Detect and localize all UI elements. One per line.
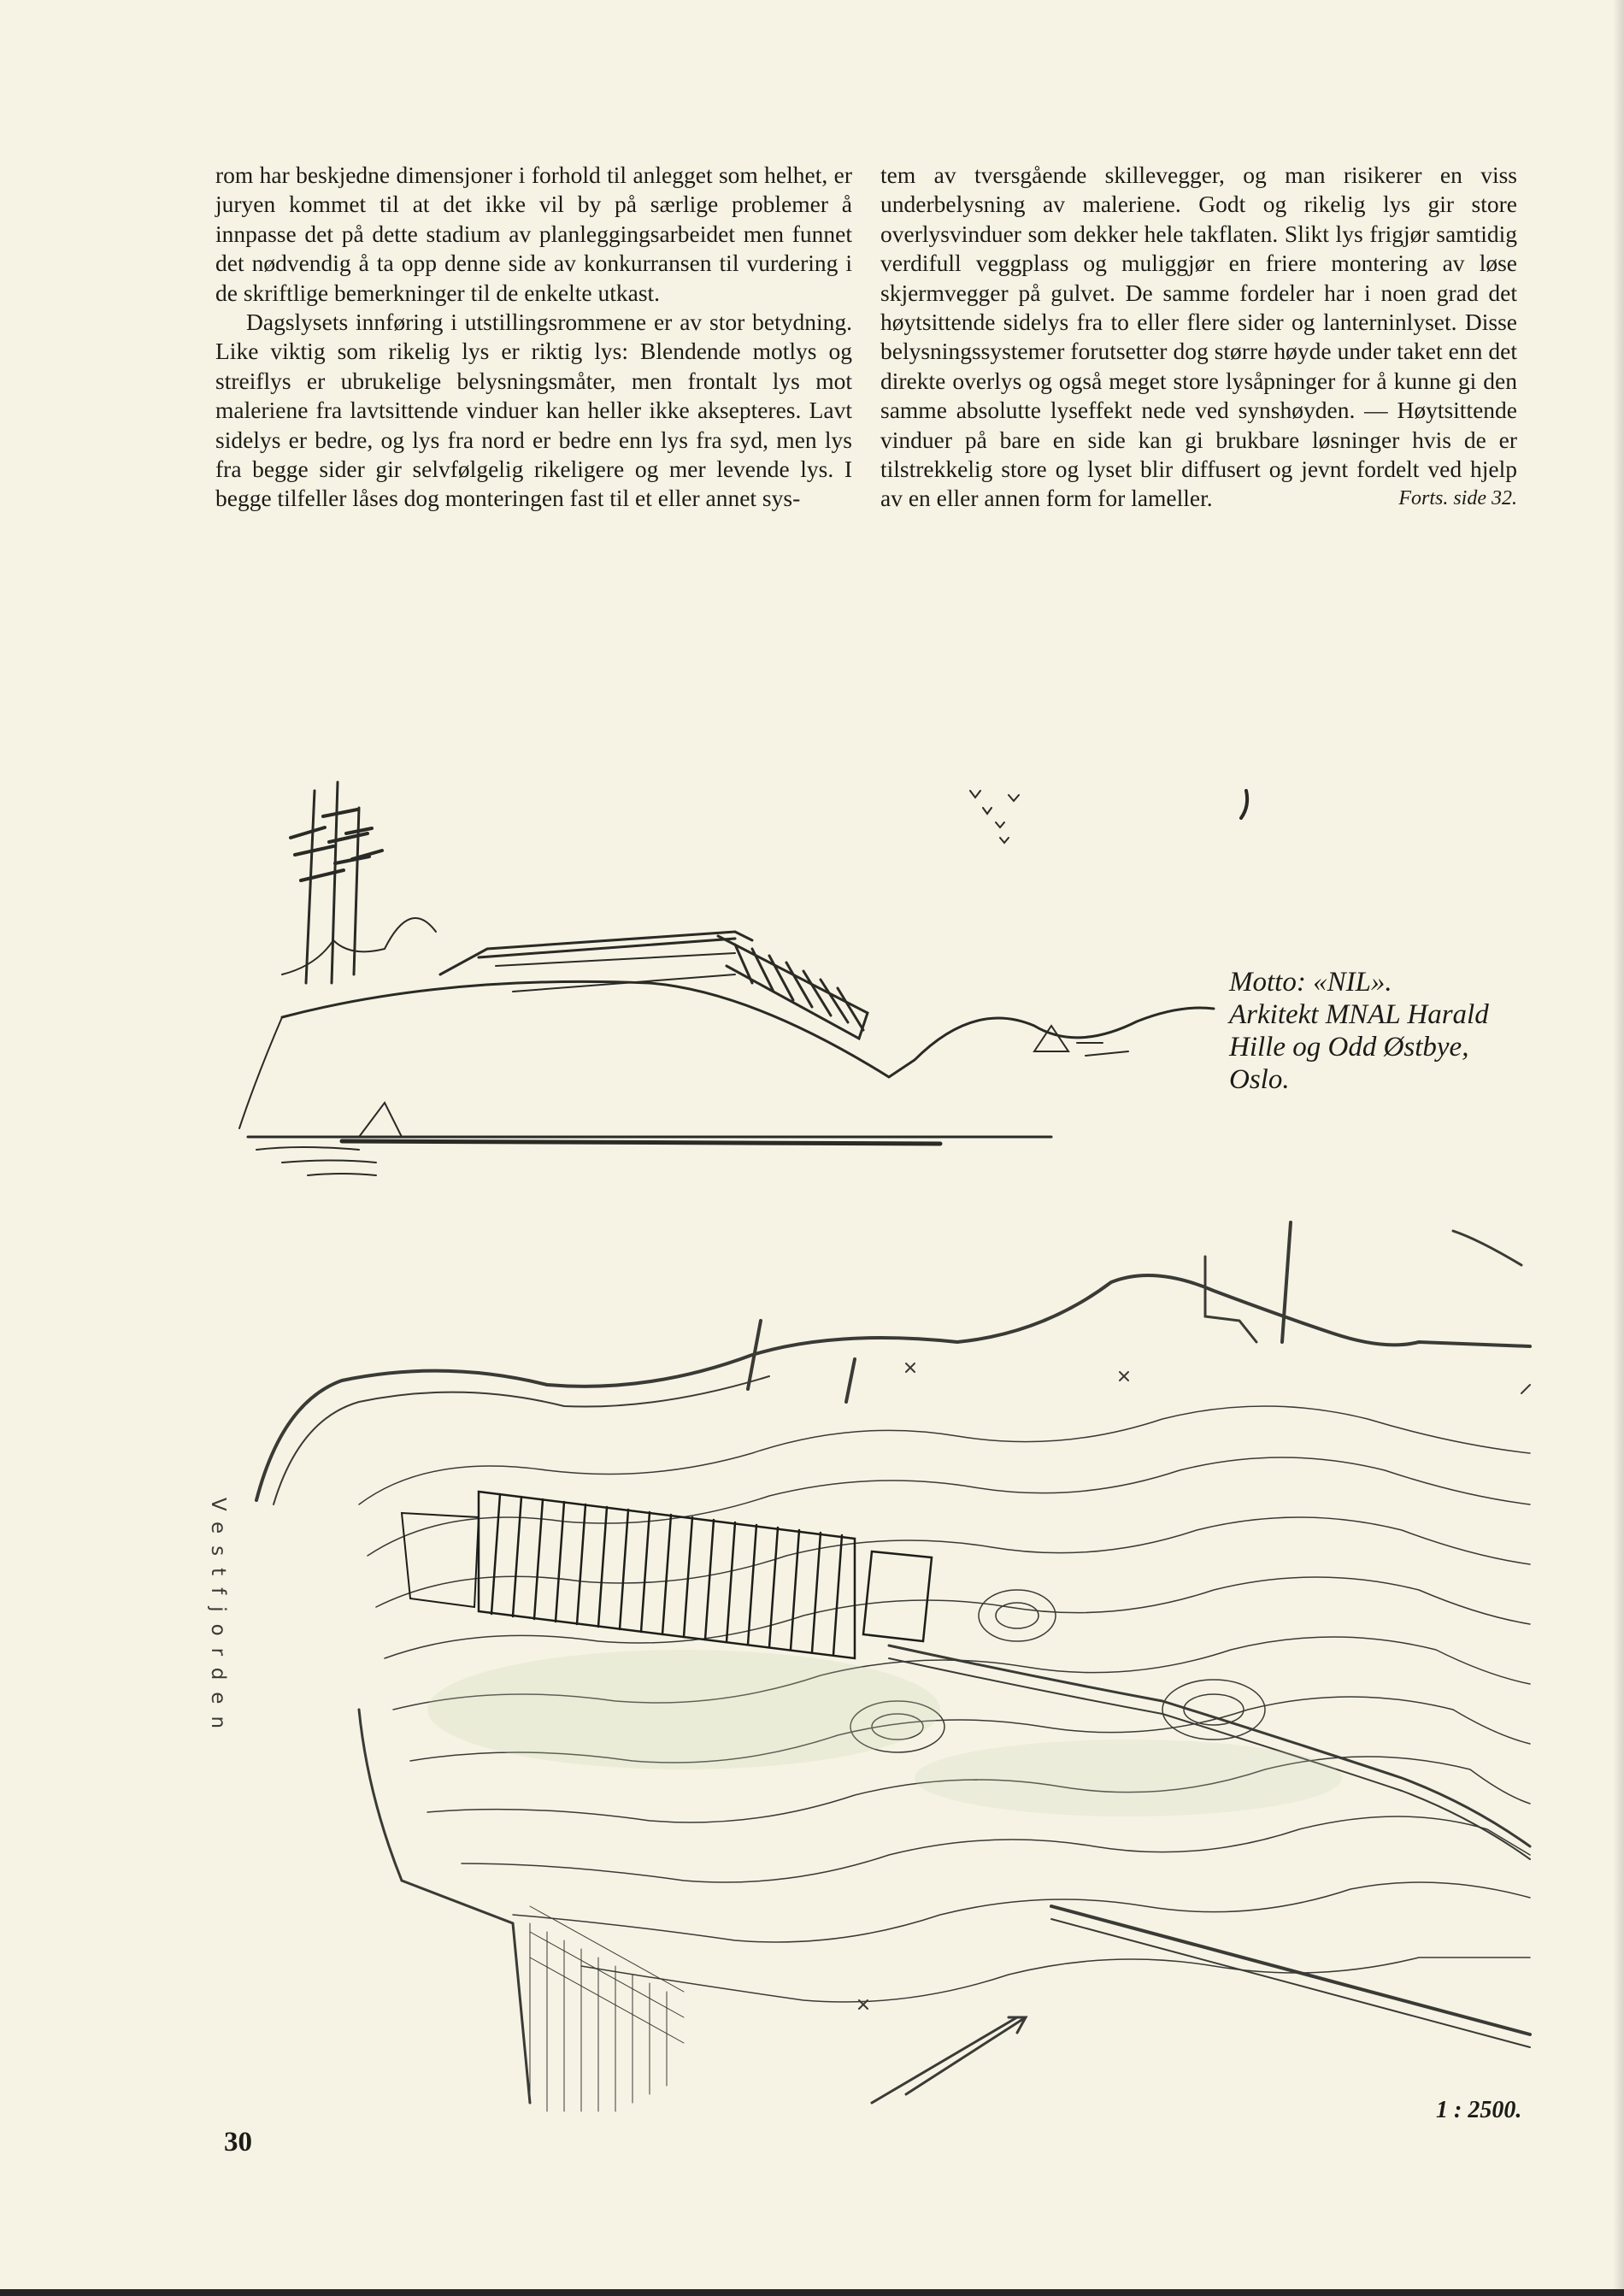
map-scale: 1 : 2500. bbox=[1436, 2097, 1522, 2123]
waterline bbox=[248, 1103, 1051, 1175]
map-label-vestfjorden: Vestfjorden bbox=[207, 1498, 229, 1741]
drawing-caption bbox=[1229, 966, 1554, 1096]
caption-city: Oslo. bbox=[1229, 1064, 1290, 1095]
paragraph-2: Dagslysets innføring i utstillingsrommene er av stor betydning. Like viktig som rikelig lys er riktig lys: Blendende motlys og streiflys er ubrukelige belysningsmåter, men frontalt lys mot maleriene fra lavtsittende vinduer kan heller ikke aksepteres. Lavt sidelys er bedre, og lys fra nord er bedre enn lys fra syd, men lys fra begge sider gir selvfølgelig rikeligere og mer levende lys. I begge tilfeller låses dog monteringen fast til et eller annet sys- bbox=[215, 309, 852, 512]
caption-motto: Motto: «NIL». bbox=[1229, 967, 1392, 998]
coastline bbox=[256, 1275, 1530, 1500]
site-plan bbox=[256, 1222, 1530, 2111]
paragraph-1: rom har beskjedne dimensjoner i forhold til anlegget som helhet, er juryen kommet til at det ikke vil by på særlige problemer å innpasse det på dette stadium av planleggingsarbeidet men funnet det nødvendig å ta opp denne side av konkurransen til vurdering i de skriftlige bemerkninger til de enkelte utkast. bbox=[215, 162, 852, 306]
birds-sketch bbox=[970, 791, 1019, 843]
museum-building-sketch bbox=[440, 932, 868, 1039]
hatched-area bbox=[530, 1906, 684, 2111]
page-number: 30 bbox=[224, 2127, 252, 2158]
caption-architects: Arkitekt MNAL Harald bbox=[1229, 999, 1489, 1030]
scan-bottom-border bbox=[0, 2289, 1624, 2296]
museum-footprint bbox=[402, 1492, 932, 1658]
caption-architects-line-2: Hille og Odd Østbye, bbox=[1229, 1032, 1469, 1063]
hill-outline bbox=[282, 981, 1214, 1077]
continued-note: Forts. side 32. bbox=[1398, 487, 1517, 510]
perspective-sketch bbox=[239, 782, 1247, 1175]
paragraph-3-text: tem av tversgående skillevegger, og man risikerer en viss underbelysning av maleriene. Godt og rikelig lys gir store overlysvinduer som dekker hele takflaten. Slikt lys frigjør samtidig verdifull veggplass og muliggjør en friere montering av løse skjermvegger på gulvet. De samme fordeler har i noen grad det høytsittende sidelys fra to eller flere sider og lanterninlyset. Disse belysningssystemer forutsetter dog større høyde under taket enn det direkte overlys og også meget store lysåpninger for å kunne gi den samme absolutte lyseffekt nede ved synshøyden. — Høytsittende vinduer på bare en side kan gi brukbare løsninger hvis de er tilstrekkelig store og lyset blir diffusert og jevnt fordelt ved hjelp av en eller annen form for lameller. bbox=[880, 162, 1517, 512]
railway bbox=[1051, 1906, 1530, 2034]
pine-trees-illustration bbox=[282, 782, 436, 983]
page-edge-shadow bbox=[1612, 0, 1624, 2296]
